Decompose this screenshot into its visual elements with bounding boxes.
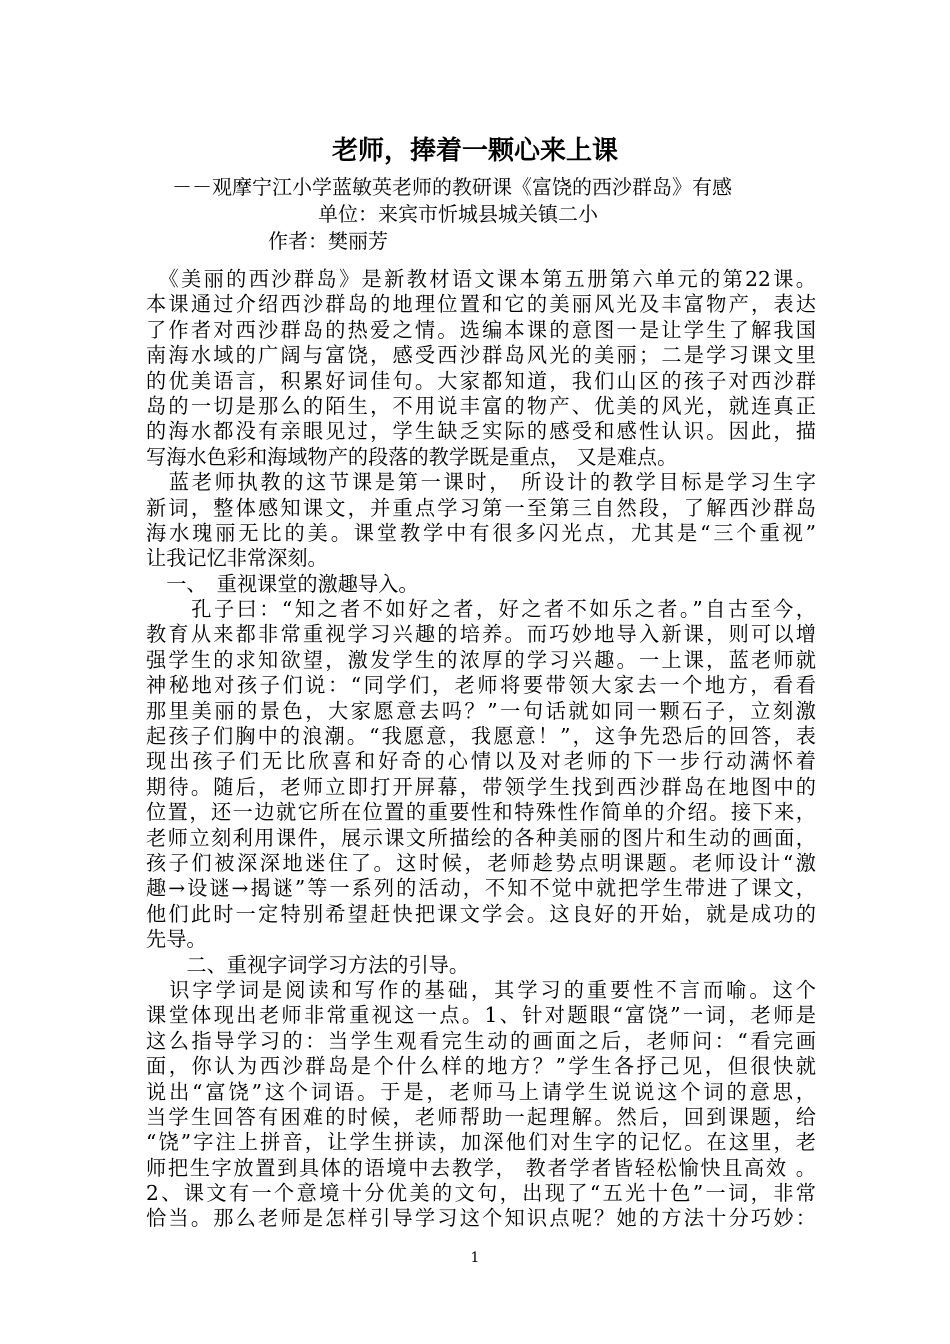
text-line: 先导。 bbox=[146, 927, 207, 952]
text-line: 2、课文有一个意境十分优美的文句，出现了“五光十色”一词，非常 bbox=[146, 1181, 816, 1206]
text-line: 了作者对西沙群岛的热爱之情。选编本课的意图一是让学生了解我国 bbox=[146, 317, 816, 342]
text-line: 本课通过介绍西沙群岛的地理位置和它的美丽风光及丰富物产，表达 bbox=[146, 292, 816, 317]
text-line: 新词，整体感知课文，并重点学习第一至第三自然段，了解西沙群岛 bbox=[146, 495, 816, 520]
text-line: 蓝老师执教的这节课是第一课时， 所设计的教学目标是学习生字 bbox=[146, 470, 816, 495]
text-line: 恰当。那么老师是怎样引导学习这个知识点呢？她的方法十分巧妙： bbox=[146, 1206, 816, 1231]
text-line: 这么指导学习的：当学生观看完生动的画面之后，老师问：“看完画 bbox=[146, 1028, 816, 1053]
text-line: 现出孩子们无比欣喜和好奇的心情以及对老师的下一步行动满怀着 bbox=[146, 749, 816, 774]
text-line: 南海水域的广阔与富饶，感受西沙群岛风光的美丽；二是学习课文里 bbox=[146, 343, 816, 368]
text-line: 教育从来都非常重视学习兴趣的培养。而巧妙地导入新课，则可以增 bbox=[146, 622, 816, 647]
text-line: 海水瑰丽无比的美。课堂教学中有很多闪光点，尤其是“三个重视” bbox=[146, 520, 816, 545]
text-line: 岛的一切是那么的陌生，不用说丰富的物产、优美的风光，就连真正 bbox=[146, 393, 816, 418]
text-line: 神秘地对孩子们说：“同学们，老师将要带领大家去一个地方，看看 bbox=[146, 673, 816, 698]
page-number: 1 bbox=[470, 1250, 480, 1266]
text-line: “饶”字注上拼音，让学生拼读，加深他们对生字的记忆。在这里，老 bbox=[146, 1130, 816, 1155]
text-line: 老师立刻利用课件，展示课文所描绘的各种美丽的图片和生动的画面， bbox=[146, 825, 816, 850]
text-line: 写海水色彩和海域物产的段落的教学既是重点， 又是难点。 bbox=[146, 444, 678, 469]
text-line: 趣→设谜→揭谜”等一系列的活动，不知不觉中就把学生带进了课文， bbox=[146, 876, 816, 901]
text-line: 课堂体现出老师非常重视这一点。1、针对题眼“富饶”一词，老师是 bbox=[146, 1003, 816, 1028]
text-line: 孩子们被深深地迷住了。这时候，老师趁势点明课题。老师设计“激 bbox=[146, 850, 816, 875]
text-line: 的海水都没有亲眼见过，学生缺乏实际的感受和感性认识。因此，描 bbox=[146, 419, 816, 444]
text-line: 说出“富饶”这个词语。于是，老师马上请学生说说这个词的意思， bbox=[146, 1079, 816, 1104]
text-line: 让我记忆非常深刻。 bbox=[146, 546, 328, 571]
text-line: 起孩子们胸中的浪潮。“我愿意，我愿意！”，这争先恐后的回答，表 bbox=[146, 724, 816, 749]
text-line: 孔子曰：“知之者不如好之者，好之者不如乐之者。”自古至今， bbox=[146, 597, 816, 622]
text-line: 识字学词是阅读和写作的基础，其学习的重要性不言而喻。这个 bbox=[146, 977, 816, 1002]
document-title: 老师，捧着一颗心来上课 bbox=[331, 136, 618, 166]
document-subtitle: －－观摩宁江小学蓝敏英老师的教研课《富饶的西沙群岛》有感 bbox=[172, 175, 732, 199]
text-line: 一、 重视课堂的激趣导入。 bbox=[146, 571, 419, 596]
author-unit: 单位：来宾市忻城县城关镇二小 bbox=[318, 202, 598, 226]
text-line: 当学生回答有困难的时候，老师帮助一起理解。然后，回到课题，给 bbox=[146, 1104, 816, 1129]
text-line: 《美丽的西沙群岛》是新教材语文课本第五册第六单元的第22课。 bbox=[146, 267, 816, 291]
text-line: 的优美语言，积累好词佳句。大家都知道，我们山区的孩子对西沙群 bbox=[146, 368, 816, 393]
text-line: 期待。随后，老师立即打开屏幕，带领学生找到西沙群岛在地图中的 bbox=[146, 774, 816, 799]
text-line: 师把生字放置到具体的语境中去教学， 教者学者皆轻松愉快且高效 。 bbox=[146, 1155, 816, 1180]
text-line: 那里美丽的景色，大家愿意去吗？”一句话就如同一颗石子，立刻激 bbox=[146, 698, 816, 723]
text-line: 位置，还一边就它所在位置的重要性和特殊性作简单的介绍。接下来， bbox=[146, 800, 816, 825]
author-name: 作者：樊丽芳 bbox=[268, 229, 388, 253]
text-line: 二、重视字词学习方法的引导。 bbox=[146, 952, 470, 977]
text-line: 面，你认为西沙群岛是个什么样的地方？”学生各抒己见，但很快就 bbox=[146, 1054, 816, 1079]
text-line: 强学生的求知欲望，激发学生的浓厚的学习兴趣。一上课，蓝老师就 bbox=[146, 647, 816, 672]
text-line: 他们此时一定特别希望赶快把课文学会。这良好的开始，就是成功的 bbox=[146, 901, 816, 926]
body-text bbox=[146, 267, 816, 1232]
